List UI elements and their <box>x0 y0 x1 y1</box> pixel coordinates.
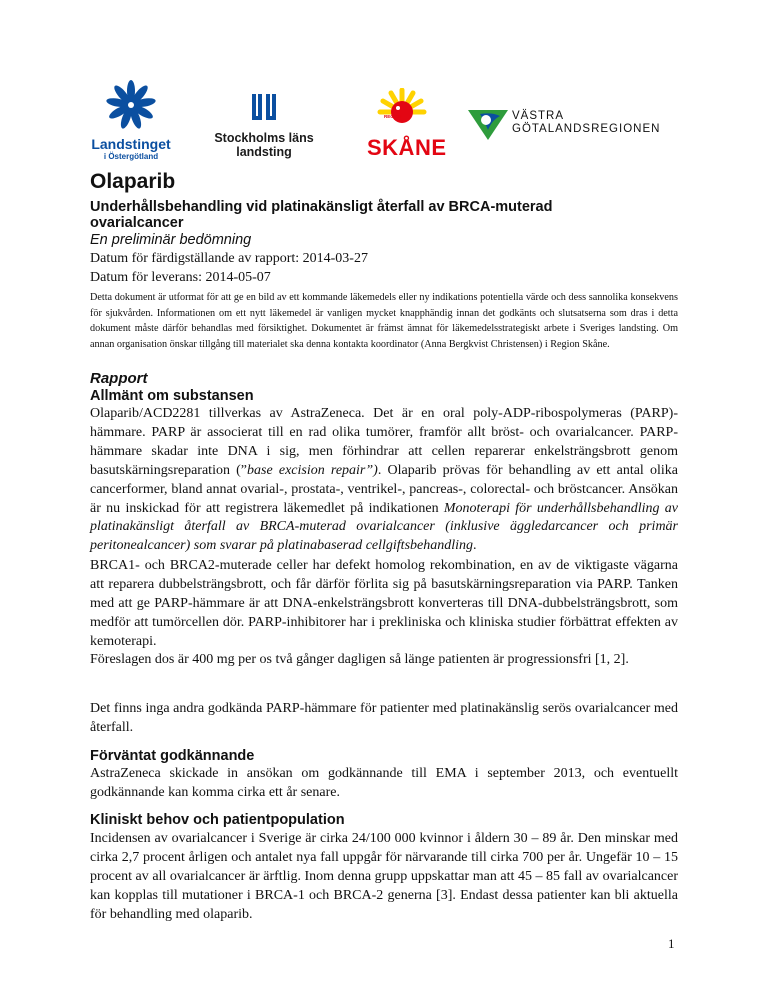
stockholm-line2: landsting <box>236 145 292 159</box>
stockholm-logo <box>214 94 314 159</box>
paragraph-godkannande: AstraZeneca skickade in ansökan om godkännande till EMA i september 2013, och eventuellt godkännande kan komma cirka ett år senare. <box>90 766 678 800</box>
page-subtitle: Underhållsbehandling vid platinakänsligt återfall av BRCA-muterad ovarialcancer <box>90 199 553 231</box>
skane-logo <box>367 88 447 160</box>
p1-part-d: Monoterapi för underhållsbehandling av platinakänsligt återfall av BRCA-muterad ovarialcancer (inklusive äggledarcancer och primär peritonealcancer) som svarar på platinabaserad cellgiftsbehandling <box>90 500 678 554</box>
skane-small-text: REGION <box>384 114 402 119</box>
heading-substans: Allmänt om substansen <box>90 388 254 404</box>
vastra-line2: GÖTALANDSREGIONEN <box>512 123 661 135</box>
logo-row <box>0 80 768 165</box>
p1-part-e: . <box>473 538 477 554</box>
disclaimer-paragraph: Detta dokument är utformat för att ge en bild av ett kommande läkemedels eller ny indikations potentiella värde och dess sannolika konsekvens för sjukvården. Informationen om ett nytt läkemedel är vanligen mycket knapphändig innan det godkänts och slutsatserna som dras i detta dokument måste därför behandlas med försiktighet. Dokumentet är främst ämnat för läkemedelsstrategiskt arbete i Sveriges landsting. Om annan organisation önskar tillgång till materialet ska denna kontakta koordinator (Anna Bergkvist Christensen) i Region Skåne. <box>90 292 678 350</box>
p1-part-c: . Olaparib prövas för behandling av ett antal olika cancerformer, bland annat ovarial-, prostata-, ventrikel-, pancreas-, colorectal- och bröstcancer. Ansökan är nu inskickad för att registrera läkemedlet på indikationen <box>90 462 678 516</box>
paragraph-dos: Föreslagen dos är 400 mg per os två gånger dagligen så länge patienten är progressionsfri [1, 2]. <box>90 652 629 667</box>
skane-name: SKÅNE <box>367 135 447 160</box>
lead-text: En preliminär bedömning <box>90 232 252 248</box>
delivery-date: Datum för leverans: 2014-05-07 <box>90 270 271 285</box>
landstinget-logo <box>86 80 176 161</box>
snowflake-emblem-icon <box>86 80 176 130</box>
sll-emblem-icon <box>214 94 314 126</box>
paragraph-substans <box>90 405 678 556</box>
paragraph-behov: Incidensen av ovarialcancer i Sverige är cirka 24/100 000 kvinnor i åldern 30 – 89 år. Den minskar med cirka 2,7 procent årligen och antalet nya fall uppgår för närvarande till cirka 700 per år. Ungefär 10 – 15 procent av all ovarialcancer är ärftlig. Inom denna grupp uppskattar man att 45 – 85 fall av ovarialcancer kan kopplas till mutationer i BRCA-1 och BRCA-2 generna [3]. Endast dessa patienter kan bli aktuella för behandling med olaparib. <box>90 831 678 922</box>
p1-part-b: base excision repair”) <box>247 462 378 478</box>
heading-godkannande: Förväntat godkännande <box>90 748 255 764</box>
paragraph-parp: Det finns inga andra godkända PARP-hämmare för patienter med platinakänslig serös ovarialcancer med återfall. <box>90 701 678 735</box>
vgr-shield-icon <box>466 108 510 142</box>
vastra-text <box>512 110 660 136</box>
vastra-gotaland-logo <box>466 108 686 147</box>
page-title: Olaparib <box>90 170 176 193</box>
section-rapport-heading: Rapport <box>90 370 148 387</box>
vastra-line1: VÄSTRA <box>512 110 565 122</box>
report-date: Datum för färdigställande av rapport: 2014-03-27 <box>90 251 368 266</box>
griffin-sun-icon <box>367 88 437 132</box>
landstinget-name: Landstinget <box>91 136 171 152</box>
stockholm-line1: Stockholms läns <box>214 131 314 145</box>
page-number: 1 <box>668 936 675 951</box>
heading-behov: Kliniskt behov och patientpopulation <box>90 812 345 828</box>
paragraph-brca: BRCA1- och BRCA2-muterade celler har defekt homolog rekombination, en av de viktigaste vägarna att reparera dubbelsträngsbrott, och får därför förlita sig på basutskärningsreparation via PARP. Tanken med att ge PARP-hämmare är att DNA-enkelsträngsbrott konverteras till DNA-dubbelsträngsbrott, som medför att tumörcellen dör. PARP-inhibitorer har i prekliniska och kliniska studier förbättrat effekten av kemoterapi. <box>90 558 678 649</box>
p1-part-a: Olaparib/ACD2281 tillverkas av AstraZeneca. Det är en oral poly-ADP-ribospolymeras (PARP)-hämmare. PARP är associerat till en rad olika tumörer, framför allt bröst- och ovarialcancer. PARP-hämmare skadar inte DNA i sig, men förhindrar att cellen reparerar enkelsträngsbrott genom basutskärningsreparation (” <box>90 406 678 478</box>
landstinget-sub: i Östergötland <box>103 152 159 161</box>
